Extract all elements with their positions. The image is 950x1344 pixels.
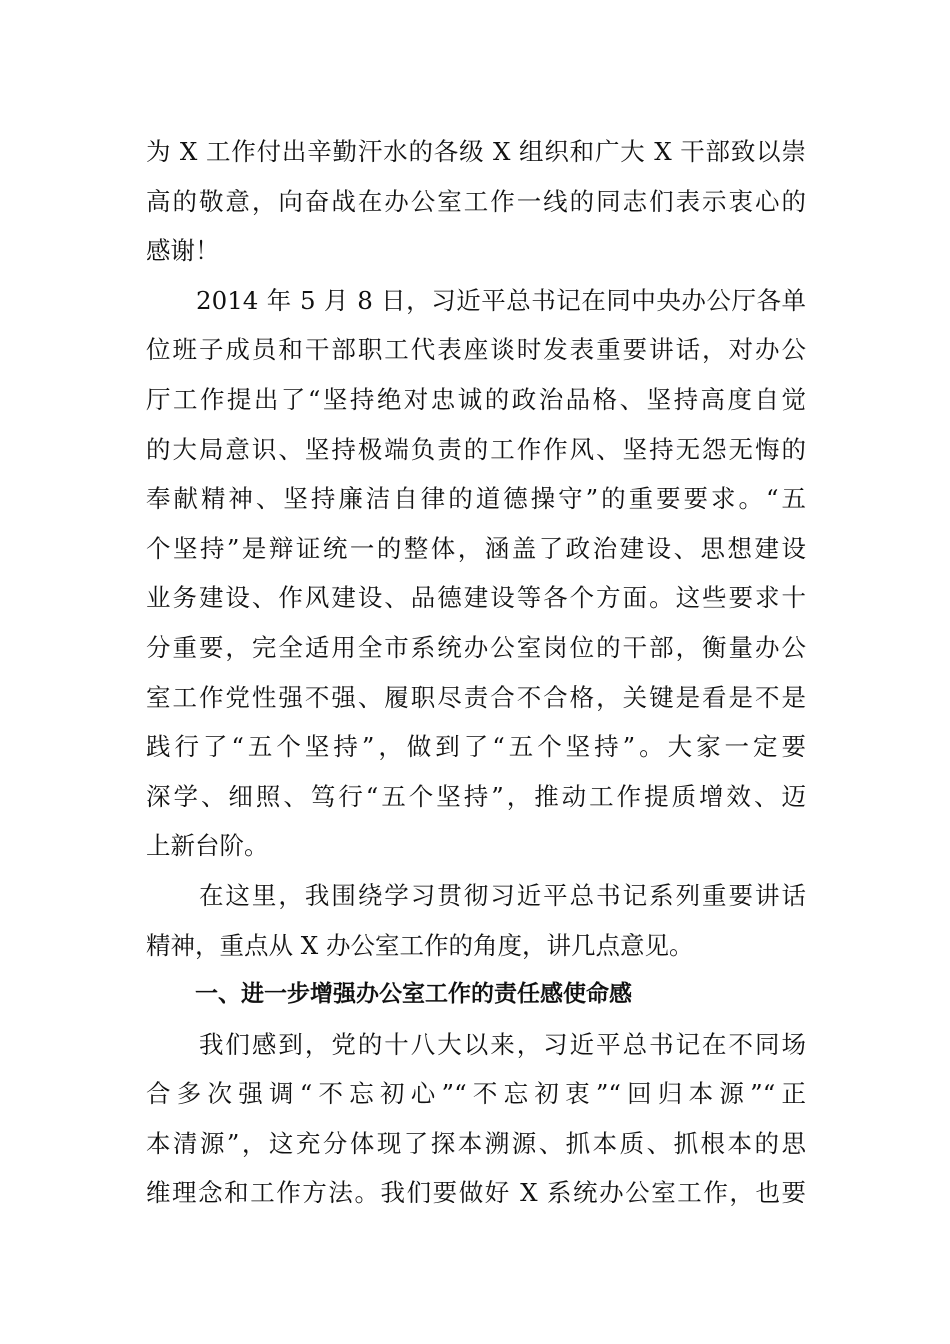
text-line: 为 X 工作付出辛勤汗水的各级 X 组织和广大 X 干部致以崇 [146,137,806,166]
text-line: 精神，重点从 X 办公室工作的角度，讲几点意见。 [146,930,694,960]
text-line: 践行了“五个坚持”，做到了“五个坚持”。大家一定要 [146,732,806,762]
text-line: 分重要，完全适用全市系统办公室岗位的干部，衡量办公 [146,632,806,662]
text-line: 上新台阶。 [146,831,269,861]
document-body [146,127,806,1218]
text-line: 位班子成员和干部职工代表座谈时发表重要讲话，对办公 [146,335,806,365]
text-line: 的大局意识、坚持极端负责的工作作风、坚持无怨无悔的 [146,434,806,464]
text-line: 厅工作提出了“坚持绝对忠诚的政治品格、坚持高度自觉 [146,384,806,414]
text-line: 个坚持”是辩证统一的整体，涵盖了政治建设、思想建设 [146,533,806,563]
text-line: 2014 年 5 月 8 日，习近平总书记在同中央办公厅各单 [146,285,806,315]
text-line: 维理念和工作方法。我们要做好 X 系统办公室工作，也要 [146,1178,806,1208]
text-line: 奉献精神、坚持廉洁自律的道德操守”的重要要求。“五 [146,484,806,514]
text-line: 高的敬意，向奋战在办公室工作一线的同志们表示衷心的 [146,186,806,216]
text-line: 业务建设、作风建设、品德建设等各个方面。这些要求十 [146,583,806,613]
text-line: 深学、细照、笃行“五个坚持”，推动工作提质增效、迈 [146,781,806,811]
text-line: 本清源”，这充分体现了探本溯源、抓本质、抓根本的思 [146,1128,806,1158]
text-line: 在这里，我围绕学习贯彻习近平总书记系列重要讲话 [146,880,806,910]
text-line: 我们感到，党的十八大以来，习近平总书记在不同场 [146,1029,806,1059]
text-line: 感谢！ [146,236,220,266]
section-heading: 一、进一步增强办公室工作的责任感使命感 [195,981,632,1008]
text-line: 合多次强调“不忘初心”“不忘初衷”“回归本源”“正 [146,1079,806,1109]
text-line: 室工作党性强不强、履职尽责合不合格，关键是看是不是 [146,682,806,712]
